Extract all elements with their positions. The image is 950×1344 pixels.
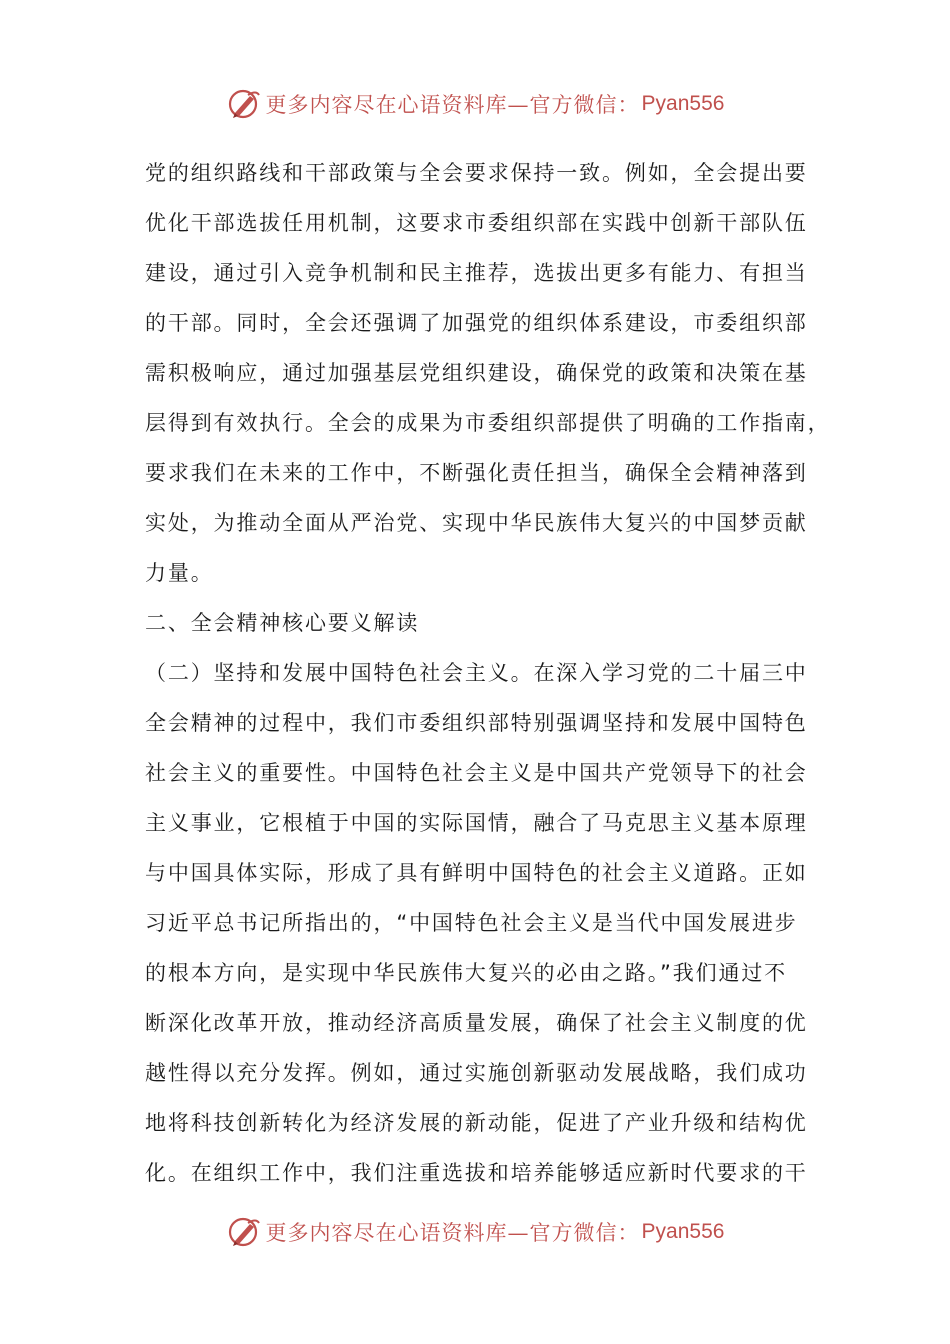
pen-logo-icon (226, 1214, 262, 1250)
text-line: 与中国具体实际，形成了具有鲜明中国特色的社会主义道路。正如 (145, 861, 808, 885)
watermark-handle: Pyan556 (641, 92, 725, 115)
text-line: 主义事业，它根植于中国的实际国情，融合了马克思主义基本原理 (145, 811, 808, 835)
text-line: 需积极响应，通过加强基层党组织建设，确保党的政策和决策在基 (145, 361, 808, 385)
watermark-handle: Pyan556 (641, 1220, 725, 1243)
text-line: 化。在组织工作中，我们注重选拔和培养能够适应新时代要求的干 (145, 1161, 808, 1185)
text-line: 要求我们在未来的工作中，不断强化责任担当，确保全会精神落到 (145, 461, 808, 485)
watermark-text: 更多内容尽在心语资料库—官方微信： (265, 1221, 640, 1245)
text-line: 全会精神的过程中，我们市委组织部特别强调坚持和发展中国特色 (145, 711, 808, 735)
text-line: 越性得以充分发挥。例如，通过实施创新驱动发展战略，我们成功 (145, 1061, 808, 1085)
text-line: 实处，为推动全面从严治党、实现中华民族伟大复兴的中国梦贡献 (145, 511, 808, 535)
text-line: 优化干部选拔任用机制，这要求市委组织部在实践中创新干部队伍 (145, 211, 808, 235)
pen-logo-icon (226, 86, 262, 122)
text-line: 习近平总书记所指出的，“中国特色社会主义是当代中国发展进步 (145, 911, 798, 935)
text-line: 社会主义的重要性。中国特色社会主义是中国共产党领导下的社会 (145, 761, 808, 785)
watermark-text: 更多内容尽在心语资料库—官方微信： (265, 93, 640, 117)
text-line: 地将科技创新转化为经济发展的新动能，促进了产业升级和结构优 (145, 1111, 808, 1135)
text-line: （二）坚持和发展中国特色社会主义。在深入学习党的二十届三中 (145, 661, 808, 685)
text-line: 党的组织路线和干部政策与全会要求保持一致。例如，全会提出要 (145, 161, 808, 185)
text-line: 层得到有效执行。全会的成果为市委组织部提供了明确的工作指南， (145, 411, 831, 435)
text-line: 力量。 (145, 561, 214, 585)
text-line: 断深化改革开放，推动经济高质量发展，确保了社会主义制度的优 (145, 1011, 808, 1035)
text-line: 的根本方向，是实现中华民族伟大复兴的必由之路。”我们通过不 (145, 961, 788, 985)
footer-watermark (0, 1212, 950, 1252)
text-line: 的干部。同时，全会还强调了加强党的组织体系建设，市委组织部 (145, 311, 808, 335)
section-heading: 二、全会精神核心要义解读 (145, 611, 420, 635)
document-body (145, 148, 831, 1198)
header-watermark (0, 84, 950, 124)
text-line: 建设，通过引入竞争机制和民主推荐，选拔出更多有能力、有担当 (145, 261, 808, 285)
